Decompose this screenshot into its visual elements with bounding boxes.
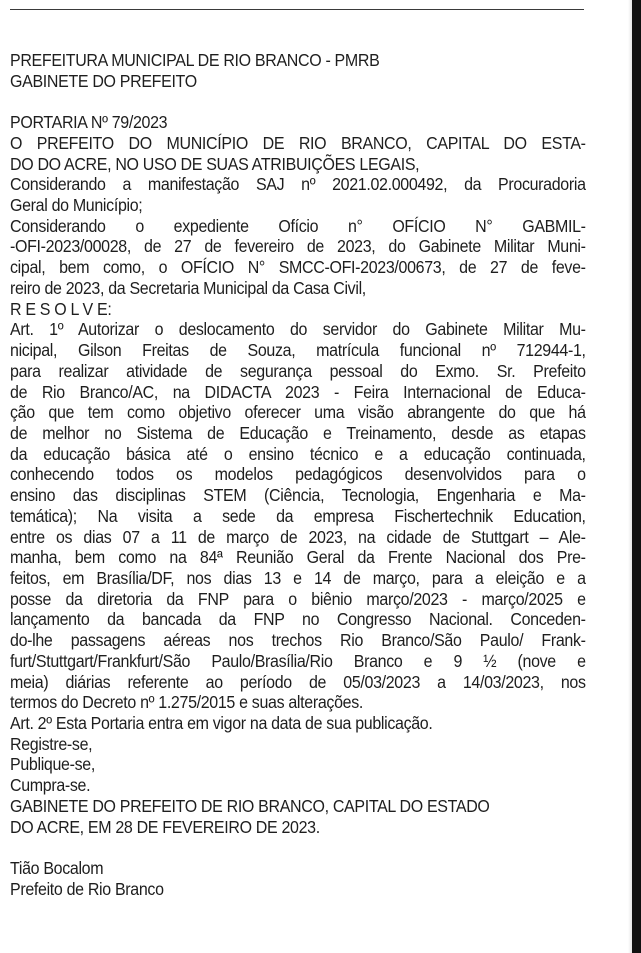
spacer xyxy=(10,91,546,112)
signature-name: Tião Bocalom xyxy=(10,858,104,879)
resolve-heading: R E S O L V E: xyxy=(10,298,112,319)
art1-line: do-lhe passagens aéreas nos trechos Rio Branco/São Paulo/ Frank- xyxy=(10,630,586,651)
art1-line: ensino das disciplinas STEM (Ciência, Tecnologia, Engenharia e Ma- xyxy=(10,485,586,506)
art1-line: posse da diretoria da FNP para o biênio março/2023 - março/2025 e xyxy=(10,588,586,609)
art1-line: entre os dias 07 a 11 de março de 2023, na cidade de Stuttgart – Ale- xyxy=(10,526,586,547)
art1-line: conhecendo todos os modelos pedagógicos desenvolvidos para o xyxy=(10,464,586,485)
art1-line: para realizar atividade de segurança pessoal do Exmo. Sr. Prefeito xyxy=(10,360,586,381)
portaria-text xyxy=(10,50,586,899)
preamble-line: DO DO ACRE, NO USO DE SUAS ATRIBUIÇÕES LEGAIS, xyxy=(10,153,420,174)
art1-line: manha, bem como na 84ª Reunião Geral da Frente Nacional dos Pre- xyxy=(10,547,586,568)
art1-line: feitos, em Brasília/DF, nos dias 13 e 14 de março, para a eleição e a xyxy=(10,567,586,588)
art1-line: de melhor no Sistema de Educação e Treinamento, desde as etapas xyxy=(10,422,586,443)
place-date-line: DO ACRE, EM 28 DE FEVEREIRO DE 2023. xyxy=(10,816,320,837)
art2-text: Art. 2º Esta Portaria entra em vigor na data de sua publicação. xyxy=(10,713,433,733)
place-date-line: GABINETE DO PREFEITO DE RIO BRANCO, CAPITAL DO ESTADO xyxy=(10,795,490,816)
preamble-line: O PREFEITO DO MUNICÍPIO DE RIO BRANCO, CAPITAL DO ESTA- xyxy=(10,132,586,153)
considerando-line: Geral do Município; xyxy=(10,195,143,216)
signature-role: Prefeito de Rio Branco xyxy=(10,878,164,899)
art1-line: meia) diárias referente ao período de 05/03/2023 a 14/03/2023, nos xyxy=(10,671,586,692)
art1-line: termos do Decreto nº 1.275/2015 e suas alterações. xyxy=(10,692,363,713)
spacer xyxy=(10,837,546,858)
background-edge-strip xyxy=(632,0,641,953)
art1-line: de Rio Branco/AC, na DIDACTA 2023 - Feira Internacional de Educa- xyxy=(10,381,586,402)
closing-line: Cumpra-se. xyxy=(10,775,91,796)
considerando-line: -OFI-2023/00028, de 27 de fevereiro de 2023, do Gabinete Militar Muni- xyxy=(10,236,586,257)
considerando-line: Considerando a manifestação SAJ nº 2021.02.000492, da Procuradoria xyxy=(10,174,586,195)
art1-line: lançamento da bancada da FNP no Congresso Nacional. Conceden- xyxy=(10,609,586,630)
art1-line: da educação básica até o ensino técnico e a educação continuada, xyxy=(10,443,586,464)
considerando-line: cipal, bem como, o OFÍCIO N° SMCC-OFI-2023/00673, de 27 de feve- xyxy=(10,257,586,278)
art1-line: Art. 1º Autorizar o deslocamento do servidor do Gabinete Militar Mu- xyxy=(10,319,586,340)
art1-line: furt/Stuttgart/Frankfurt/São Paulo/Brasília/Rio Branco e 9 ½ (nove e xyxy=(10,650,586,671)
header-office: GABINETE DO PREFEITO xyxy=(10,70,197,91)
considerando-line: reiro de 2023, da Secretaria Municipal da Casa Civil, xyxy=(10,277,366,298)
art1-line: nicipal, Gilson Freitas de Souza, matrícula funcional nº 712944-1, xyxy=(10,340,586,361)
art1-line: ção que tem como objetivo oferecer uma visão abrangente do que há xyxy=(10,402,586,423)
considerando-line: Considerando o expediente Ofício n° OFÍCIO N° GABMIL- xyxy=(10,215,586,236)
top-divider-rule xyxy=(10,9,584,10)
closing-line: Registre-se, xyxy=(10,733,93,754)
closing-line: Publique-se, xyxy=(10,754,95,775)
art1-line: temática); Na visita a sede da empresa Fischertechnik Education, xyxy=(10,505,586,526)
portaria-title: PORTARIA Nº 79/2023 xyxy=(10,112,168,133)
header-institution: PREFEITURA MUNICIPAL DE RIO BRANCO - PMRB xyxy=(10,50,380,70)
